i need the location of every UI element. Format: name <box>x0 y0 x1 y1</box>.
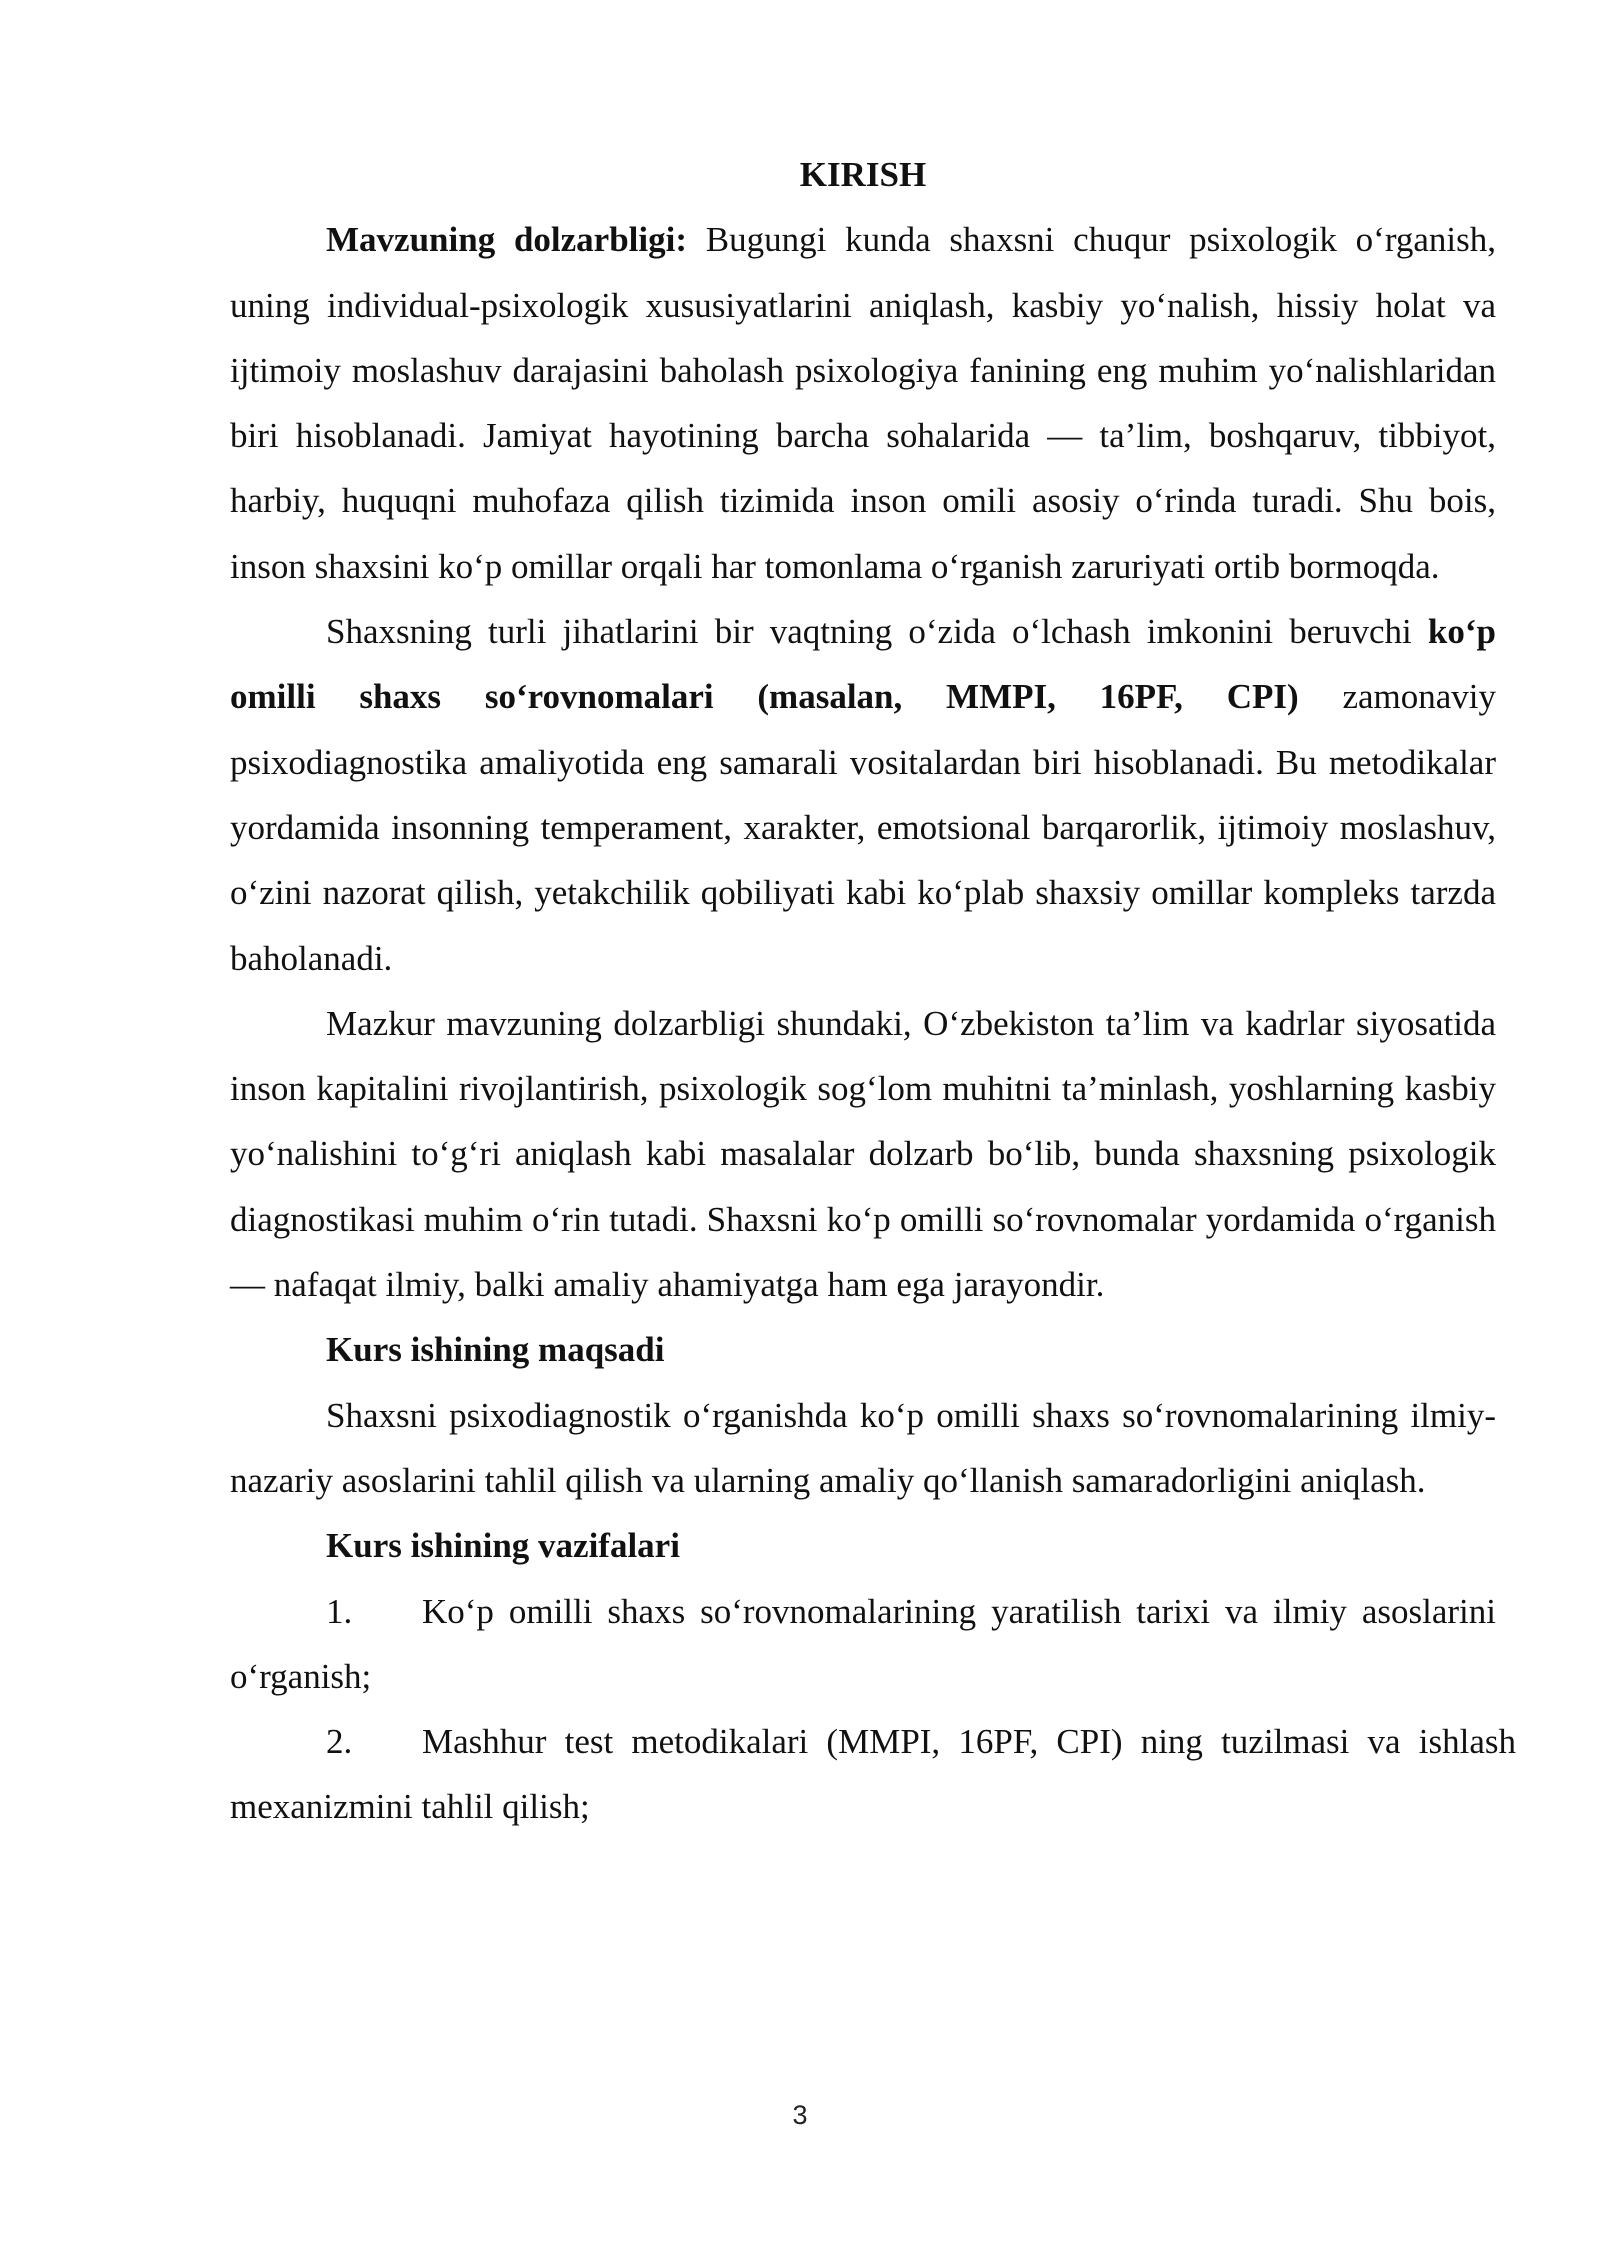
questionnaires-text-before: Shaxsning turli jihatlarini bir vaqtning o‘zida o‘lchash imkonini beruvchi <box>326 612 1428 652</box>
list-item-number: 2. <box>326 1722 353 1762</box>
tasks-heading: Kurs ishining vazifalari <box>326 1526 680 1566</box>
list-item <box>230 1709 1516 1840</box>
list-item <box>230 1579 1496 1710</box>
list-item-number: 1. <box>326 1591 353 1631</box>
goal-text: Shaxsni psixodiagnostik o‘rganishda ko‘p omilli shaxs so‘rovnomalarining ilmiy-nazariy asoslarini tahlil qilish va ularning amaliy qo‘llanish samaradorligini aniqlash. <box>230 1395 1496 1500</box>
page-content <box>230 142 1516 1840</box>
paragraph-topic-relevance: Mazkur mavzuning dolzarbligi shundaki, O‘zbekiston ta’lim va kadrlar siyosatida inson kapitalini rivojlantirish, psixologik sog‘lom muhitni ta’minlash, yoshlarning kasbiy yo‘nalishini to‘g‘ri aniqlash kabi masalalar dolzarb bo‘lib, bunda shaxsning psixologik diagnostikasi muhim o‘rin tutadi. Shaxsni ko‘p omilli so‘rovnomalar yordamida o‘rganish — nafaqat ilmiy, balki amaliy ahamiyatga ham ega jarayondir. <box>230 1003 1496 1305</box>
relevance-lead: Mavzuning dolzarbligi: <box>326 220 688 260</box>
questionnaires-bold: ko‘p omilli shaxs so‘rovnomalari (masalan, MMPI, 16PF, CPI) <box>230 612 1496 717</box>
goal-heading: Kurs ishining maqsadi <box>326 1330 665 1370</box>
paragraph-questionnaires <box>230 599 1496 991</box>
page-number: 3 <box>792 2100 808 2130</box>
questionnaires-text-after: zamonaviy psixodiagnostika amaliyotida eng samarali vositalardan biri hisoblanadi. Bu metodikalar yordamida insonning temperament, xarakter, emotsional barqarorlik, ijtimoiy moslashuv, o‘zini nazorat qilish, yetakchilik qobiliyati kabi ko‘plab shaxsiy omillar kompleks tarzda baholanadi. <box>230 677 1496 978</box>
list-item-text: Mashhur test metodikalari (MMPI, 16PF, CPI) ning tuzilmasi va ishlash mexanizmini tahlil qilish; <box>230 1722 1516 1827</box>
relevance-text: Bugungi kunda shaxsni chuqur psixologik o‘rganish, uning individual-psixologik xususiyatlarini aniqlash, kasbiy yo‘nalish, hissiy holat va ijtimoiy moslashuv darajasini baholash psixologiya fanining eng muhim yo‘nalishlaridan biri hisoblanadi. Jamiyat hayotining barcha sohalarida — ta’lim, boshqaruv, tibbiyot, harbiy, huquqni muhofaza qilish tizimida inson omili asosiy o‘rinda turadi. Shu bois, inson shaxsini ko‘p omillar orqali har tomonlama o‘rganish zaruriyati ortib bormoqda. <box>230 220 1496 586</box>
list-item-text: Ko‘p omilli shaxs so‘rovnomalarining yaratilish tarixi va ilmiy asoslarini o‘rganish; <box>230 1591 1496 1696</box>
paragraph-relevance <box>230 207 1496 599</box>
section-heading: KIRISH <box>799 155 927 194</box>
